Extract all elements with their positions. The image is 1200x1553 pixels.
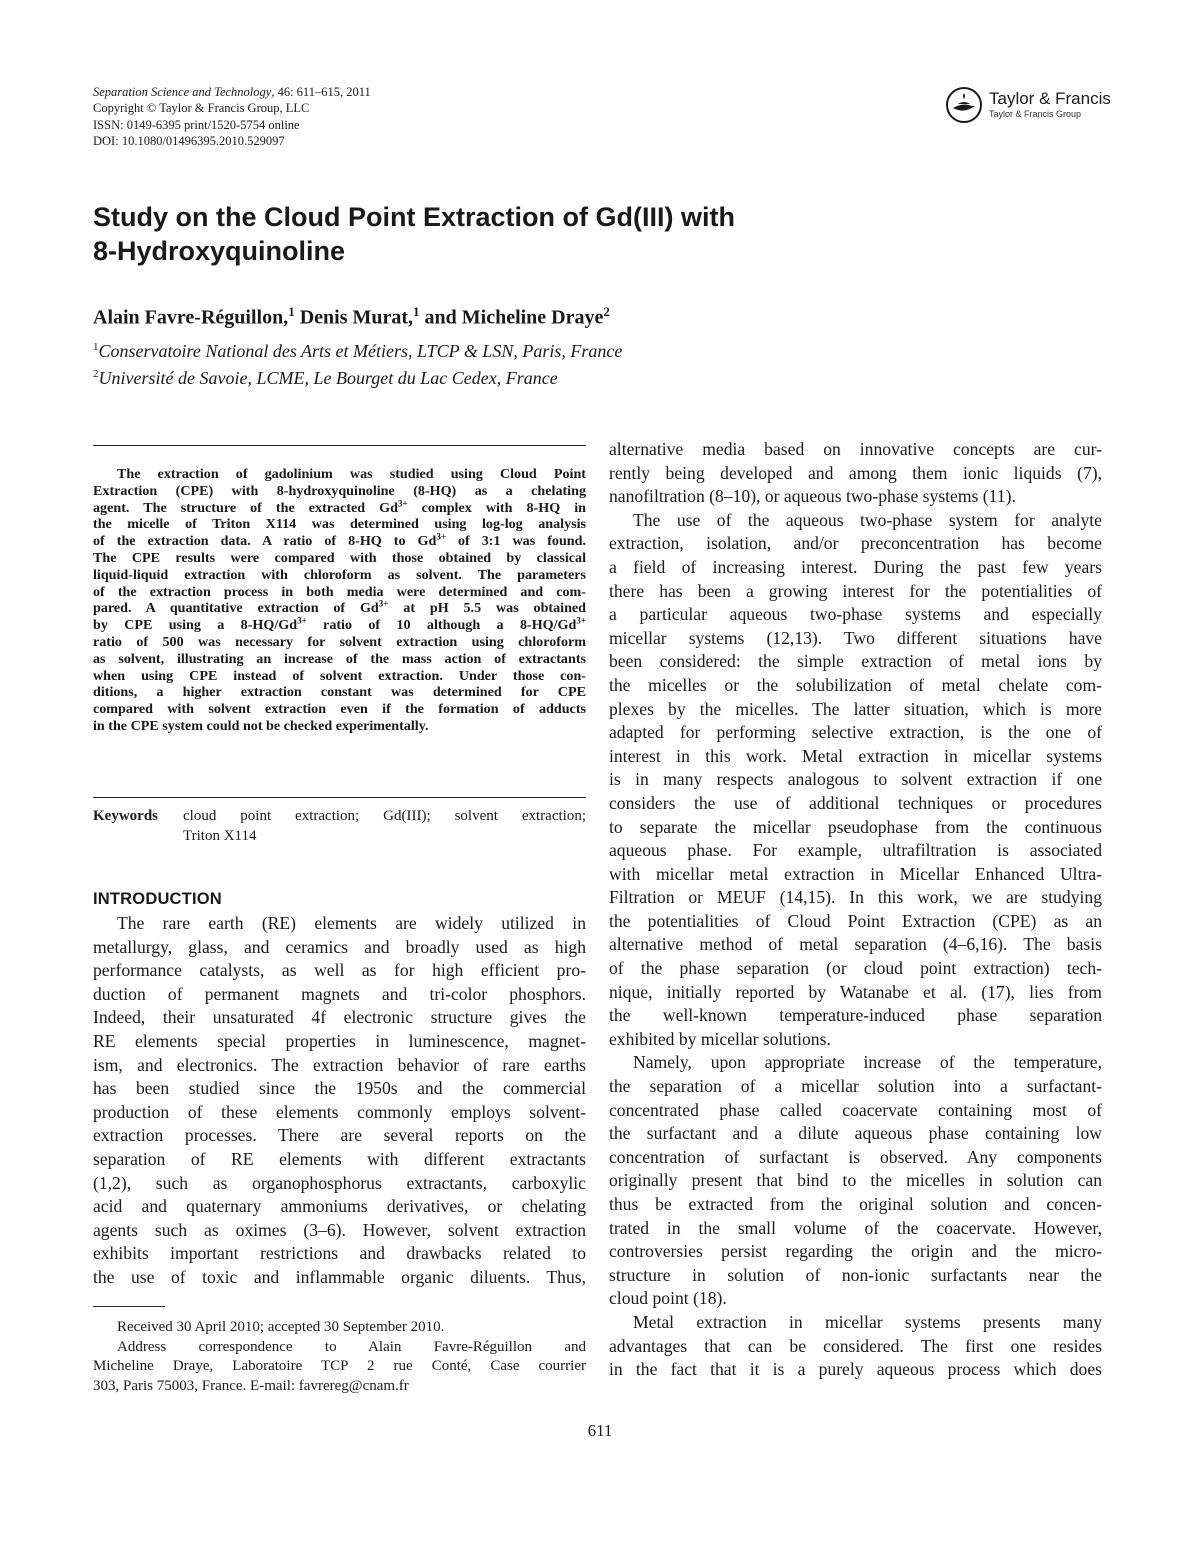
received-date: Received 30 April 2010; accepted 30 September 2010. [117,1319,445,1335]
text-line: a field of increasing interest. During the past few years [609,556,1102,577]
correspondence-line: 303, Paris 75003, France. E-mail: favrereg@cnam.fr [93,1377,409,1394]
journal-volume-pages: , 46: 611–615, 2011 [271,85,371,99]
correspondence-line: Micheline Draye, Laboratoire TCP 2 rue Conté, Case courrier [93,1358,586,1375]
publisher-lamp-icon [945,86,983,124]
superscript: 3+ [297,615,307,626]
affiliations [93,336,622,390]
text-line: controversies persist regarding the origin and the micro- [609,1241,1102,1262]
affiliation-text: Conservatoire National des Arts et Métiers, LTCP & LSN, Paris, France [98,341,623,361]
abstract-top-rule [93,445,586,446]
superscript: 3+ [397,497,408,508]
author-name: Denis Murat, [294,306,414,329]
superscript: 3+ [576,615,586,626]
abstract [93,466,586,735]
publisher-group: Taylor & Francis Group [989,109,1082,119]
text-line: nanofiltration (8–10), or aqueous two-phase systems (11). [609,486,1016,507]
text-line: aqueous phase. For example, ultrafiltration is associated [609,840,1102,861]
text-line: interest in this work. Metal extraction in micellar systems [609,745,1102,766]
text-line: has been studied since the 1950s and the commercial [93,1078,586,1099]
abstract-line: Extraction (CPE) with 8-hydroxyquinoline (8-HQ) as a chelating [93,482,586,499]
text-line: the surfactant and a dilute aqueous phase containing low [609,1123,1102,1144]
abstract-line: when using CPE instead of solvent extraction. Under those con- [93,667,586,684]
abstract-line: as solvent, illustrating an increase of the mass action of extractants [93,650,586,667]
author-list [93,304,610,330]
abstract-text: by CPE using a 8-HQ/Gd [93,617,298,634]
abstract-line: in the CPE system could not be checked experimentally. [93,717,429,734]
text-line: the potentialities of Cloud Point Extraction (CPE) as an [609,910,1102,931]
journal-citation [93,84,371,100]
copyright-line: Copyright © Taylor & Francis Group, LLC [93,101,310,116]
journal-name: Separation Science and Technology [93,85,272,99]
text-line: (1,2), such as organophosphorus extractants, carboxylic [93,1172,586,1193]
journal-citation-block [93,84,371,150]
abstract-line: of the extraction process in both media were determined and com- [93,583,586,600]
abstract-text: complex with 8-HQ in [407,499,586,516]
text-line: cloud point (18). [609,1288,727,1309]
text-line: exhibits important restrictions and drawbacks related to [93,1243,586,1264]
keywords-list [183,806,586,846]
text-line: concentrated phase called coacervate containing most of [609,1099,1102,1120]
superscript: 3+ [436,531,446,542]
publisher-logo [945,86,1120,130]
text-line: trated in the small volume of the coacervate. However, [609,1217,1102,1238]
issn-line: ISSN: 0149-6395 print/1520-5754 online [93,117,300,132]
text-line: with micellar metal extraction in Micellar Enhanced Ultra- [609,863,1102,884]
text-line: the micelles or the solubilization of metal chelate com- [609,674,1102,695]
text-line: extraction, isolation, and/or preconcentration has become [609,533,1102,554]
section-heading: INTRODUCTION [93,890,222,908]
text-line: originally present that bind to the micelles in solution can [609,1170,1102,1191]
abstract-text: at pH 5.5 was obtained [388,600,586,617]
abstract-line: The extraction of gadolinium was studied using Cloud Point [117,466,586,482]
footnote-rule [93,1306,165,1307]
text-line: considers the use of additional techniques or procedures [609,792,1102,813]
text-line: The use of the aqueous two-phase system for analyte [633,509,1102,530]
text-line: concentration of surfactant is observed. Any components [609,1146,1102,1167]
abstract-line: liquid-liquid extraction with chloroform as solvent. The parameters [93,566,586,583]
affiliation-marker: 2 [603,304,610,319]
text-line: nique, initially reported by Watanabe et al. (17), lies from [609,981,1102,1002]
doi-line: DOI: 10.1080/01496395.2010.529097 [93,134,285,149]
abstract-line: compared with solvent extraction even if the formation of adducts [93,701,586,718]
abstract-line [93,533,586,550]
text-line: been considered: the simple extraction of metal ions by [609,651,1102,672]
text-line: agents such as oximes (3–6). However, solvent extraction [93,1219,586,1240]
abstract-line: ratio of 500 was necessary for solvent extraction using chloroform [93,633,586,650]
text-line: performance catalysts, as well as for high efficient pro- [93,960,586,981]
text-line: the use of toxic and inflammable organic diluents. Thus, [93,1266,586,1287]
text-line: a particular aqueous two-phase systems and especially [609,604,1102,625]
text-line: plexes by the micelles. The latter situation, which is more [609,698,1102,719]
text-line: adapted for performing selective extraction, is the one of [609,722,1102,743]
text-line: rently being developed and among them ionic liquids (7), [609,462,1102,483]
abstract-text: of the extraction data. A ratio of 8-HQ to Gd [93,533,437,550]
author-name: Alain Favre-Réguillon, [93,306,289,329]
affiliation-marker: 1 [413,304,420,319]
author-name: and Micheline Draye [419,306,604,329]
publisher-name: Taylor & Francis [989,89,1111,108]
text-line: the well-known temperature-induced phase separation [609,1005,1102,1026]
text-line: to separate the micellar pseudophase from the continuous [609,816,1102,837]
abstract-line: The CPE results were compared with those obtained by classical [93,549,586,566]
footnotes [93,1318,586,1396]
text-line: micellar systems (12,13). Two different situations have [609,627,1102,648]
introduction-paragraph [93,912,586,1290]
text-line: of the phase separation (or cloud point extraction) tech- [609,958,1102,979]
text-line: alternative media based on innovative concepts are cur- [609,439,1102,459]
text-line: acid and quaternary ammoniums derivatives, or chelating [93,1196,586,1217]
affiliation [93,363,622,390]
text-line: Filtration or MEUF (14,15). In this work, we are studying [609,887,1102,908]
affiliation-marker: 1 [288,304,295,319]
text-line: The rare earth (RE) elements are widely utilized in [117,913,586,933]
text-line: separation of RE elements with different extractants [93,1148,586,1169]
text-line: metallurgy, glass, and ceramics and broadly used as high [93,936,586,957]
text-line: production of these elements commonly employs solvent- [93,1101,586,1122]
text-line: in the fact that it is a purely aqueous process which does [609,1359,1102,1380]
text-line: Namely, upon appropriate increase of the temperature, [633,1052,1102,1073]
keywords-line: Triton X114 [183,828,257,844]
affiliation-marker: 2 [93,368,99,380]
article-title [93,200,853,268]
text-line: structure in solution of non-ionic surfactants near the [609,1264,1102,1285]
text-line: alternative method of metal separation (4–6,16). The basis [609,934,1102,955]
text-line: RE elements special properties in luminescence, magnet- [93,1030,586,1051]
text-line: duction of permanent magnets and tri-color phosphors. [93,983,586,1004]
text-line: ism, and electronics. The extraction behavior of rare earths [93,1054,586,1075]
page-number: 611 [587,1421,613,1440]
abstract-text: agent. The structure of the extracted Gd [93,499,398,516]
abstract-text: ratio of 10 although a 8-HQ/Gd [306,617,577,634]
text-line: the separation of a micellar solution into a surfactant- [609,1076,1102,1097]
keywords-label: Keywords [93,808,158,824]
correspondence-line: Address correspondence to Alain Favre-Réguillon and [117,1338,586,1355]
affiliation-marker: 1 [93,341,99,353]
text-line: extraction processes. There are several reports on the [93,1125,586,1146]
abstract-bottom-rule [93,797,586,798]
text-line: there has been a growing interest for the potentialities of [609,580,1102,601]
abstract-text: pared. A quantitative extraction of Gd [93,600,379,617]
abstract-line [93,600,586,617]
abstract-line [93,497,586,517]
affiliation [93,336,622,363]
title-line: 8-Hydroxyquinoline [93,236,346,266]
affiliation-text: Université de Savoie, LCME, Le Bourget du Lac Cedex, France [98,368,558,388]
text-line: Metal extraction in micellar systems presents many [633,1311,1102,1332]
abstract-line [93,617,586,634]
text-line: is in many respects analogous to solvent extraction if one [609,769,1102,790]
text-line: exhibited by micellar solutions. [609,1028,831,1049]
right-column-text [609,438,1102,1382]
keywords-line: cloud point extraction; Gd(III); solvent extraction; [183,808,586,824]
abstract-line: the micelle of Triton X114 was determined using log-log analysis [93,516,586,533]
abstract-line: ditions, a higher extraction constant was determined for CPE [93,684,586,701]
text-line: advantages that can be considered. The first one resides [609,1335,1102,1356]
title-line: Study on the Cloud Point Extraction of Gd(III) with [93,202,735,232]
abstract-text: of 3:1 was found. [445,533,586,550]
superscript: 3+ [378,598,389,609]
text-line: Indeed, their unsaturated 4f electronic structure gives the [93,1007,586,1028]
text-line: thus be extracted from the original solution and concen- [609,1194,1102,1214]
